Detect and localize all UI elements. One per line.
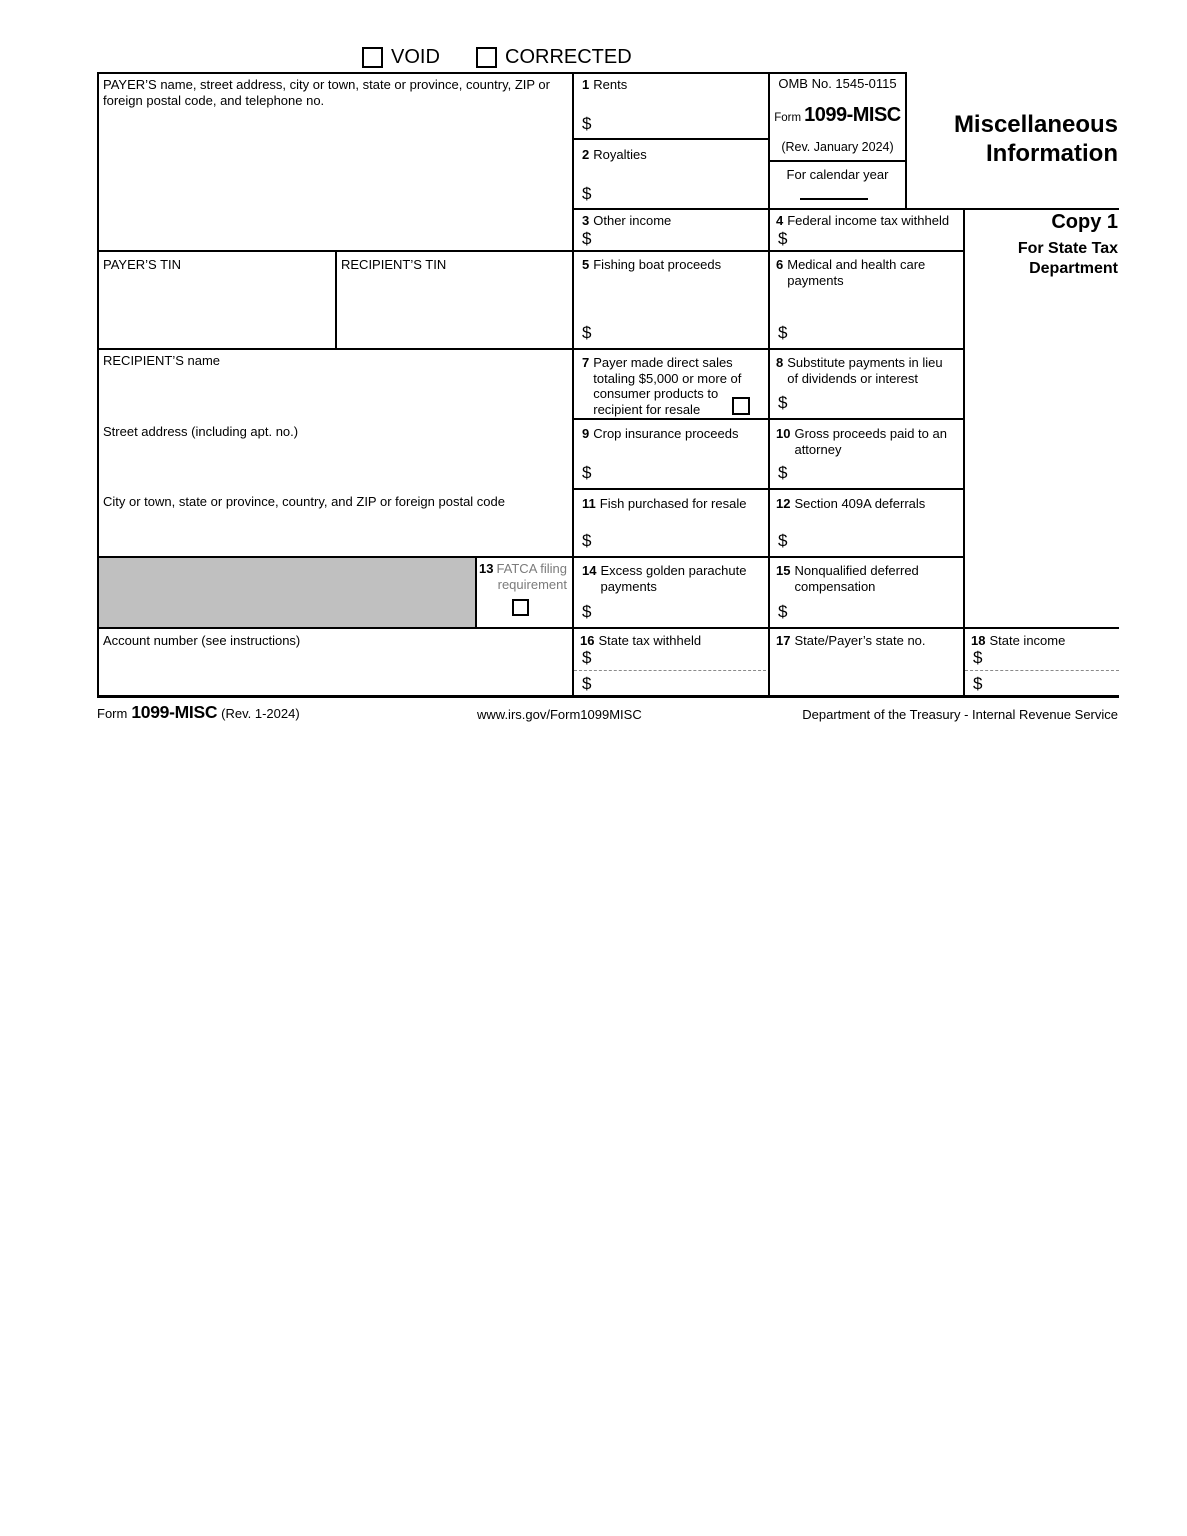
form-title-line2: Information	[986, 140, 1118, 167]
grid-line	[768, 72, 770, 697]
box-18-row-divider	[965, 670, 1119, 671]
grid-line	[97, 72, 907, 74]
box-11-dollar-sign: $	[582, 531, 592, 550]
box-16-label: 16 State tax withheld	[580, 633, 702, 648]
box-5-dollar-sign: $	[582, 323, 592, 342]
payer-info-label: PAYER’S name, street address, city or town, state or province, country, ZIP or foreign postal code, and telephone no.	[103, 77, 550, 108]
box-18-dollar-sign-row1: $	[973, 648, 983, 667]
footer-revision: (Rev. 1-2024)	[221, 706, 300, 721]
box-8-dollar-sign: $	[778, 393, 788, 412]
box-15-label: 15 Nonqualified deferred compensation	[776, 563, 919, 594]
box-6-dollar-sign: $	[778, 323, 788, 342]
box-14-dollar-sign: $	[582, 602, 592, 621]
grid-line	[97, 627, 1119, 629]
grid-line	[97, 348, 965, 350]
grid-line	[335, 250, 337, 350]
form-title-line1: Miscellaneous	[953, 111, 1118, 138]
box-5-label: 5 Fishing boat proceeds	[582, 257, 722, 272]
box-15-dollar-sign: $	[778, 602, 788, 621]
void-checkbox[interactable]	[362, 47, 383, 68]
box-9-dollar-sign: $	[582, 463, 592, 482]
box-10-label: 10 Gross proceeds paid to an attorney	[776, 426, 947, 457]
calendar-year-blank[interactable]	[800, 198, 868, 200]
corrected-label: CORRECTED	[505, 46, 632, 68]
box-12-label: 12 Section 409A deferrals	[776, 496, 926, 511]
omb-number: OMB No. 1545-0115	[778, 76, 897, 91]
void-label: VOID	[391, 46, 440, 68]
box-14-label: 14 Excess golden parachute payments	[582, 563, 747, 594]
grid-line	[572, 138, 770, 140]
box-6-label: 6 Medical and health care payments	[776, 257, 926, 288]
street-address-label: Street address (including apt. no.)	[103, 424, 299, 439]
copy-recipient-line2: Department	[1029, 260, 1118, 277]
box-9-label: 9 Crop insurance proceeds	[582, 426, 739, 441]
form-revision: (Rev. January 2024)	[781, 140, 894, 154]
form-bottom-border	[97, 695, 1119, 698]
box-16-dollar-sign-row1: $	[582, 648, 592, 667]
grid-line	[572, 72, 574, 697]
footer-agency: Department of the Treasury - Internal Revenue Service	[802, 707, 1118, 722]
box-3-dollar-sign: $	[582, 229, 592, 248]
payer-tin-label: PAYER’S TIN	[103, 257, 182, 272]
box-16-dollar-sign-row2: $	[582, 674, 592, 693]
copy-recipient-line1: For State Tax	[1017, 240, 1118, 257]
box-8-label: 8 Substitute payments in lieu of dividends or interest	[776, 355, 943, 386]
footer-form-number: 1099-MISC	[131, 702, 218, 722]
box-1-label: 1 Rents	[582, 77, 628, 92]
footer-form-id	[97, 702, 300, 723]
box-3-label: 3 Other income	[582, 213, 672, 228]
form-title	[818, 110, 1118, 168]
box-12-dollar-sign: $	[778, 531, 788, 550]
grid-line	[963, 208, 965, 697]
box-18-label: 18 State income	[971, 633, 1066, 648]
box-18-dollar-sign-row2: $	[973, 674, 983, 693]
corrected-checkbox[interactable]	[476, 47, 497, 68]
box-13-label: 13 FATCA filing requirement	[478, 561, 567, 592]
city-state-zip-label: City or town, state or province, country, and ZIP or foreign postal code	[103, 494, 505, 509]
shaded-cell	[99, 558, 475, 627]
grid-line	[572, 488, 965, 490]
box-17-label: 17 State/Payer’s state no.	[776, 633, 926, 648]
box-16-row-divider	[574, 670, 766, 671]
box-2-label: 2 Royalties	[582, 147, 647, 162]
recipient-name-label: RECIPIENT’S name	[103, 353, 221, 368]
grid-line	[572, 208, 1119, 210]
footer-irs-url[interactable]: www.irs.gov/Form1099MISC	[477, 707, 642, 722]
form-word: Form	[774, 112, 802, 124]
box-10-dollar-sign: $	[778, 463, 788, 482]
account-number-label: Account number (see instructions)	[103, 633, 301, 648]
box-1-dollar-sign: $	[582, 114, 592, 133]
footer-form-word: Form	[97, 706, 128, 721]
box-7-checkbox[interactable]	[732, 397, 750, 415]
grid-line	[572, 418, 965, 420]
form-number: 1099-MISC	[804, 104, 901, 126]
box-4-dollar-sign: $	[778, 229, 788, 248]
box-7-label: 7 Payer made direct sales totaling $5,000 or more of consumer products to recipient for resale	[582, 355, 742, 417]
box-4-label: 4 Federal income tax withheld	[776, 213, 950, 228]
copy-designation: Copy 1	[1051, 211, 1118, 233]
box-13-checkbox[interactable]	[512, 599, 529, 616]
box-11-label: 11 Fish purchased for resale	[582, 496, 747, 511]
recipient-tin-label: RECIPIENT’S TIN	[341, 257, 447, 272]
calendar-year-label: For calendar year	[786, 167, 889, 182]
box-2-dollar-sign: $	[582, 184, 592, 203]
